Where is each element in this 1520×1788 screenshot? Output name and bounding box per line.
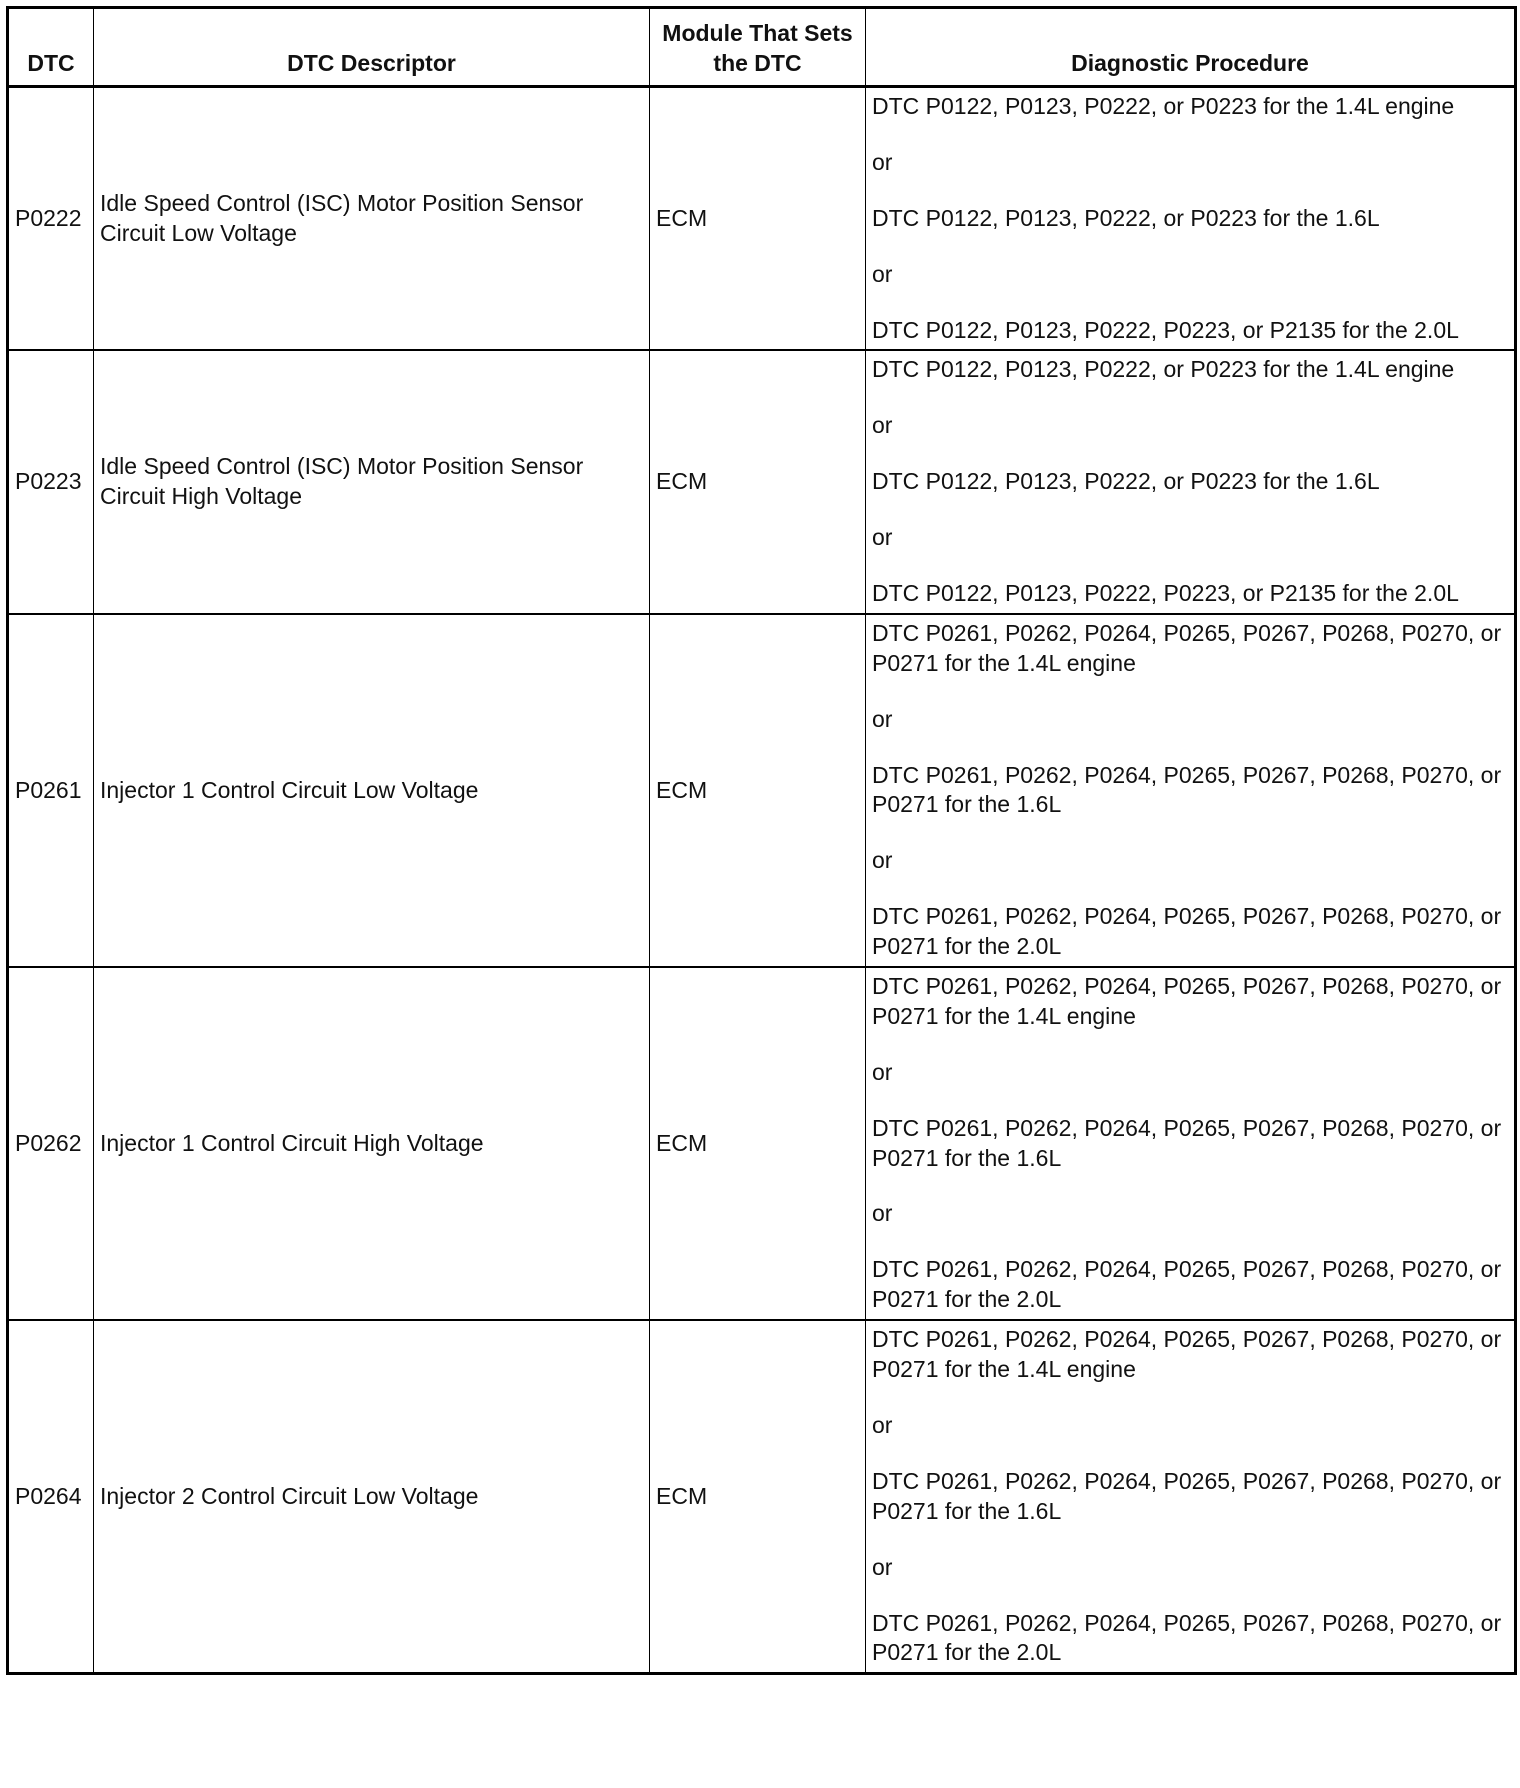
table-row	[8, 87, 1516, 351]
dtc-module: ECM	[650, 1320, 866, 1674]
header-dtc: DTC	[8, 8, 94, 87]
table-header	[8, 8, 1516, 87]
procedure-separator: or	[872, 705, 893, 732]
procedure-link[interactable]: DTC P0261, P0262, P0264, P0265, P0267, P0268, P0270, or P0271 for the 1.4L engine	[872, 619, 1502, 676]
dtc-code: P0264	[8, 1320, 94, 1674]
diagnostic-procedure	[866, 87, 1516, 351]
procedure-link[interactable]: DTC P0122, P0123, P0222, P0223, or P2135 for the 2.0L	[872, 316, 1459, 343]
dtc-code: P0222	[8, 87, 94, 351]
dtc-table	[6, 6, 1517, 1675]
procedure-separator: or	[872, 260, 893, 287]
diagnostic-procedure	[866, 614, 1516, 967]
diagnostic-procedure	[866, 350, 1516, 613]
procedure-link[interactable]: DTC P0122, P0123, P0222, P0223, or P2135 for the 2.0L	[872, 580, 1459, 607]
table-row	[8, 1320, 1516, 1674]
table-row	[8, 350, 1516, 613]
procedure-separator: or	[872, 148, 893, 175]
procedure-separator: or	[872, 1411, 893, 1438]
diagnostic-procedure	[866, 967, 1516, 1320]
procedure-separator: or	[872, 412, 893, 439]
dtc-module: ECM	[650, 87, 866, 351]
procedure-link[interactable]: DTC P0261, P0262, P0264, P0265, P0267, P0268, P0270, or P0271 for the 2.0L	[872, 1256, 1502, 1313]
dtc-code: P0261	[8, 614, 94, 967]
header-row	[8, 8, 1516, 87]
procedure-link[interactable]: DTC P0122, P0123, P0222, or P0223 for the 1.6L	[872, 204, 1380, 231]
procedure-link[interactable]: DTC P0261, P0262, P0264, P0265, P0267, P0268, P0270, or P0271 for the 1.6L	[872, 761, 1502, 818]
diagnostic-procedure	[866, 1320, 1516, 1674]
header-module: Module That Sets the DTC	[650, 8, 866, 87]
procedure-separator: or	[872, 847, 893, 874]
dtc-descriptor: Idle Speed Control (ISC) Motor Position Sensor Circuit Low Voltage	[94, 87, 650, 351]
table-row	[8, 967, 1516, 1320]
header-descriptor: DTC Descriptor	[94, 8, 650, 87]
procedure-link[interactable]: DTC P0122, P0123, P0222, or P0223 for the 1.6L	[872, 468, 1380, 495]
procedure-separator: or	[872, 1058, 893, 1085]
procedure-link[interactable]: DTC P0261, P0262, P0264, P0265, P0267, P0268, P0270, or P0271 for the 2.0L	[872, 1609, 1502, 1666]
procedure-link[interactable]: DTC P0122, P0123, P0222, or P0223 for the 1.4L engine	[872, 356, 1455, 383]
dtc-descriptor: Injector 2 Control Circuit Low Voltage	[94, 1320, 650, 1674]
procedure-link[interactable]: DTC P0261, P0262, P0264, P0265, P0267, P0268, P0270, or P0271 for the 1.4L engine	[872, 1326, 1502, 1383]
header-procedure: Diagnostic Procedure	[866, 8, 1516, 87]
dtc-descriptor: Injector 1 Control Circuit Low Voltage	[94, 614, 650, 967]
procedure-separator: or	[872, 1200, 893, 1227]
dtc-descriptor: Injector 1 Control Circuit High Voltage	[94, 967, 650, 1320]
dtc-module: ECM	[650, 614, 866, 967]
procedure-link[interactable]: DTC P0261, P0262, P0264, P0265, P0267, P0268, P0270, or P0271 for the 1.6L	[872, 1467, 1502, 1524]
dtc-code: P0262	[8, 967, 94, 1320]
dtc-descriptor: Idle Speed Control (ISC) Motor Position Sensor Circuit High Voltage	[94, 350, 650, 613]
table-row	[8, 614, 1516, 967]
dtc-module: ECM	[650, 967, 866, 1320]
procedure-link[interactable]: DTC P0122, P0123, P0222, or P0223 for the 1.4L engine	[872, 93, 1455, 119]
procedure-separator: or	[872, 524, 893, 551]
procedure-link[interactable]: DTC P0261, P0262, P0264, P0265, P0267, P0268, P0270, or P0271 for the 1.6L	[872, 1114, 1502, 1171]
table-body	[8, 87, 1516, 1674]
procedure-link[interactable]: DTC P0261, P0262, P0264, P0265, P0267, P0268, P0270, or P0271 for the 1.4L engine	[872, 973, 1502, 1029]
dtc-code: P0223	[8, 350, 94, 613]
procedure-separator: or	[872, 1553, 893, 1580]
dtc-module: ECM	[650, 350, 866, 613]
procedure-link[interactable]: DTC P0261, P0262, P0264, P0265, P0267, P0268, P0270, or P0271 for the 2.0L	[872, 903, 1502, 960]
